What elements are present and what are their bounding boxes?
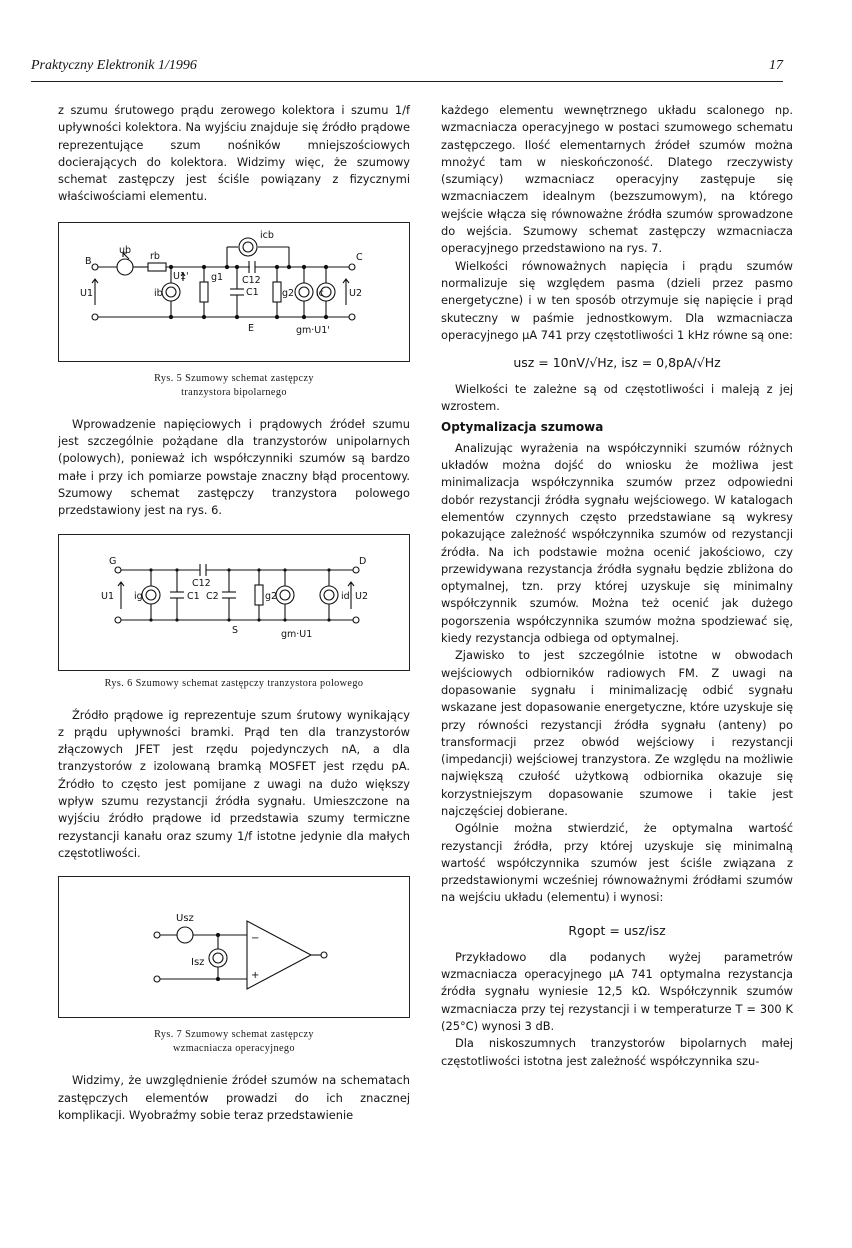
label-ic: ic [316, 287, 324, 299]
label-U1: U1 [80, 287, 93, 299]
label-U1: U1 [101, 590, 114, 602]
figure-6-caption [58, 677, 410, 691]
label-C1: C1 [187, 590, 200, 602]
label-gm: gm·U1 [281, 628, 313, 640]
opamp-noise-circuit [59, 877, 409, 1017]
paragraph: Widzimy, że uwzględnienie źródeł szumów na schematach zastępczych elementów prowadzi do ich znacznej komplikacji. Wyobraźmy sobie teraz przedstawienie [58, 1073, 410, 1122]
figure-6 [58, 534, 410, 671]
label-U1p: U1' [173, 270, 189, 282]
caption-line: Rys. 5 Szumowy schemat zastępczy [154, 372, 314, 384]
label-plus: + [251, 970, 260, 982]
label-isz: Isz [191, 957, 205, 969]
equation-noise-density: usz = 10nV/√Hz, isz = 0,8pA/√Hz [513, 355, 721, 371]
fet-noise-circuit [59, 535, 409, 670]
bjt-noise-circuit [59, 223, 409, 361]
label-C1: C1 [246, 286, 259, 298]
label-g2: g2 [282, 287, 295, 299]
label-S: S [232, 624, 239, 636]
paragraph: każdego elementu wewnętrznego układu scalonego np. wzmacniacza operacyjnego w postaci szumowego schematu zastępczego. Ilość elementarnych źródeł szumów można mnożyć tam w nieskończoność. Dlatego rzeczywisty (szumiący) wzmacniacz operacyjny zastępuje się wzmacniaczem idealnym (bezszumowym), na którego wejście włącza się równoważne źródła szumów sprowadzone do wejścia. Szumowy schemat zastępczy wzmacniacza operacyjnego przedstawiono na rys. 7. [441, 103, 793, 256]
label-g2: g2 [265, 590, 278, 602]
label-C: C [356, 251, 363, 263]
caption-line: wzmacniacza operacyjnego [173, 1043, 295, 1055]
caption-line: tranzystora bipolarnego [181, 386, 287, 398]
label-C2: C2 [206, 590, 219, 602]
header-rule [31, 81, 783, 82]
caption-line: Rys. 7 Szumowy schemat zastępczy [154, 1029, 314, 1041]
label-C12: C12 [192, 577, 211, 589]
label-U2: U2 [355, 590, 368, 602]
label-C12: C12 [242, 274, 261, 286]
paragraph: Ogólnie można stwierdzić, że optymalna wartość rezystancji źródła, przy której uzyskuje się minimalną wartość współczynnika szumów jest ściśle związana z przedstawionymi wcześniej równoważnymi źródłami szumów na wejściu układu (elementu) i wynosi: [441, 821, 793, 905]
label-E: E [248, 322, 255, 334]
paragraph: Przykładowo dla podanych wyżej parametrów wzmacniacza operacyjnego µA 741 optymalna rezystancja źródła sygnału wyniesie 12,5 kΩ. Współczynnik szumów wzmacniacza przy tej rezystancji i w temperaturze T = 300 K (25°C) wynosi 3 dB. [441, 949, 793, 1033]
caption-line: Rys. 6 Szumowy schemat zastępczy tranzystora polowego [104, 677, 364, 689]
label-id: id [341, 590, 350, 602]
page-header [31, 58, 783, 82]
label-G: G [109, 555, 117, 567]
paragraph: Wielkości równoważnych napięcia i prądu szumów normalizuje się względem pasma (dzieli przez pasmo energetyczne) i w ten sposób otrzymuje się napięcie i prąd skuteczny w paśmie jednostkowym. Dla wzmacniacza operacyjnego µA 741 przy częstotliwości 1 kHz równe są one: [441, 258, 793, 342]
label-ig: ig [134, 590, 143, 602]
figure-5 [58, 222, 410, 362]
paragraph: Dla niskoszumnych tranzystorów bipolarnych małej częstotliwości istotna jest zależność współczynnika szu- [441, 1036, 793, 1068]
label-ib: ib [154, 287, 163, 299]
figure-7-caption [58, 1028, 410, 1056]
paragraph: Zjawisko to jest szczególnie istotne w obwodach wejściowych odbiorników radiowych FM. Z uwagi na dopasowanie sygnału i minimalizację odbić sygnału wskazane jest dopasowanie energetyczne, które uzyskuje się przy równości rezystancji źródła sygnału (anteny) po transformacji przez obwód wejściowy i rezystancji (impedancji) wejściowej tranzystora. Ze względu na możliwie największą czułość użytkową odbiornika okazuje się korzystniejszym dopasowanie szumowe i takie jest najczęściej dobierane. [441, 648, 793, 818]
label-minus: − [251, 933, 260, 945]
label-usz: Usz [176, 913, 194, 925]
figure-5-caption [58, 372, 410, 400]
label-ub: ub [119, 244, 132, 256]
journal-title: Praktyczny Elektronik 1/1996 [31, 58, 197, 73]
label-icb: icb [260, 229, 274, 241]
left-column [58, 102, 410, 1124]
label-g1: g1 [211, 271, 224, 283]
paragraph: Wprowadzenie napięciowych i prądowych źródeł szumu jest szczególnie pożądane dla tranzystorów unipolarnych (polowych), ponieważ ich współczynniki szumów są bardzo małe i przy ich pomiarze powstaje znaczny błąd procentowy. Szumowy schemat zastępczy tranzystora polowego przedstawiony jest na rys. 6. [58, 416, 410, 518]
section-heading: Optymalizacja szumowa [441, 419, 604, 434]
label-B: B [85, 255, 92, 267]
equation-rgopt: Rgopt = usz/isz [568, 922, 666, 938]
paragraph: Wielkości te zależne są od częstotliwości i maleją z jej wzrostem. [441, 382, 793, 414]
paragraph: z szumu śrutowego prądu zerowego kolektora i szumu 1/f upływności kolektora. Na wyjściu znajduje się źródło prądowe reprezentujące szum nośników mniejszościowych docierających do kolektora. Widzimy więc, że szumowy schemat zastępczy jest ściśle powiązany z fizycznymi właściwościami elementu. [58, 103, 410, 204]
paragraph: Źródło prądowe ig reprezentuje szum śrutowy wynikający z prądu upływności bramki. Prąd ten dla tranzystorów złączowych JFET jest rzędu pojedynczych nA, a dla tranzystorów z izolowaną bramką MOSFET jest rzędu pA. Źródło to często jest pomijane z uwagi na dużo większy wpływ szumu rezystancji źródła sygnału. Umieszczone na wyjściu źródło prądowe id przedstawia szumy termiczne rezystancji kanału oraz szumy 1/f istotne jedynie dla małych częstotliwości. [58, 707, 410, 860]
label-rb: rb [150, 250, 160, 262]
label-D: D [359, 555, 367, 567]
right-column [441, 102, 793, 1070]
label-U2: U2 [349, 287, 362, 299]
page-number: 17 [769, 58, 783, 73]
label-gm: gm·U1' [296, 324, 330, 336]
paragraph: Analizując wyrażenia na współczynniki szumów różnych układów można dojść do wniosku że możliwa jest minimalizacja współczynnika szumów przez odpowiedni dobór rezystancji źródła sygnału wejściowego. W katalogach elementów czynnych często przedstawiane są wykresy pokazujące zależność współczynnika szumów od rezystancji źródła. Na ich podstawie można ocenić jakościowo, czy przewidywana rezystancja źródła sygnału będzie zbliżona do optymalnej, tzn. przy której uzyskuje się minimalny współczynnik szumów. Można też ocenić jak dużego pogorszenia współczynnika szumów można spodziewać się, kiedy rezystancja odbiega od optymalnej. [441, 440, 793, 646]
figure-7 [58, 876, 410, 1018]
